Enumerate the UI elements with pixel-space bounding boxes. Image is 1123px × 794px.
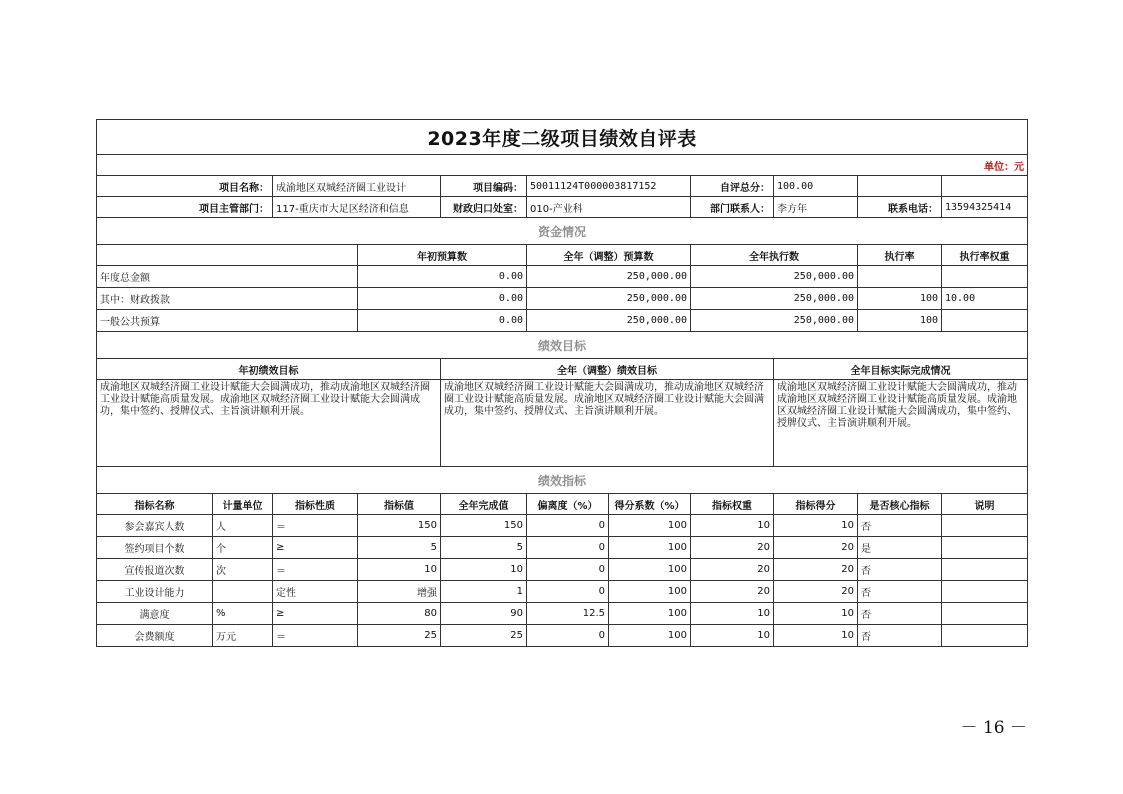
indicator-actual: 5	[441, 537, 527, 559]
indicator-note	[942, 581, 1028, 603]
funds-row-initial: 0.00	[358, 288, 527, 310]
contact-person-value: 李方年	[774, 197, 858, 218]
indicator-name: 参会嘉宾人数	[97, 515, 213, 537]
funds-header-adjusted: 全年（调整）预算数	[527, 245, 691, 266]
indicator-core: 否	[858, 603, 942, 625]
goals-section-header: 绩效目标	[97, 332, 1028, 359]
indicator-core: 是	[858, 537, 942, 559]
performance-evaluation-table	[96, 119, 1028, 647]
funds-row-executed: 250,000.00	[691, 266, 858, 288]
funds-row-adjusted: 250,000.00	[527, 310, 691, 332]
table-row	[97, 581, 1028, 603]
table-row	[97, 515, 1028, 537]
indicator-core: 否	[858, 515, 942, 537]
indicator-nature: 定性	[273, 581, 358, 603]
indicator-name: 签约项目个数	[97, 537, 213, 559]
indicator-note	[942, 625, 1028, 647]
indicator-score: 10	[774, 515, 858, 537]
project-code-value: 50011124T000003817152	[527, 176, 691, 197]
goal-actual-text: 成渝地区双城经济圈工业设计赋能大会圆满成功，推动成渝地区双城经济圈工业设计赋能高质量发展。成渝地区双城经济圈工业设计赋能大会圆满成功，集中签约、授牌仪式、主旨演讲顺利开展。	[774, 380, 1028, 467]
phone-label: 联系电话：	[858, 197, 942, 218]
table-row	[97, 603, 1028, 625]
funds-row-executed: 250,000.00	[691, 310, 858, 332]
empty-cell	[942, 176, 1028, 197]
indicator-core: 否	[858, 625, 942, 647]
table-title: 2023年度二级项目绩效自评表	[97, 120, 1028, 155]
finance-office-label: 财政归口处室：	[441, 197, 527, 218]
indicator-actual: 10	[441, 559, 527, 581]
indicator-deviation: 0	[527, 581, 609, 603]
indicator-weight: 20	[691, 537, 774, 559]
indicator-unit: 人	[213, 515, 273, 537]
funds-row-label: 年度总金额	[97, 266, 358, 288]
indicator-name: 会费额度	[97, 625, 213, 647]
indicator-actual: 1	[441, 581, 527, 603]
indicator-header: 说明	[942, 494, 1028, 515]
project-code-label: 项目编码：	[441, 176, 527, 197]
indicator-note	[942, 515, 1028, 537]
indicator-weight: 20	[691, 581, 774, 603]
indicator-deviation: 0	[527, 625, 609, 647]
table-row	[97, 537, 1028, 559]
indicator-note	[942, 559, 1028, 581]
indicator-header: 得分系数（%）	[609, 494, 691, 515]
indicator-header: 是否核心指标	[858, 494, 942, 515]
indicator-unit: 个	[213, 537, 273, 559]
goals-header-adjusted: 全年（调整）绩效目标	[441, 359, 774, 380]
indicator-deviation: 0	[527, 537, 609, 559]
indicator-coefficient: 100	[609, 581, 691, 603]
indicator-core: 否	[858, 559, 942, 581]
indicator-target: 150	[358, 515, 441, 537]
indicator-coefficient: 100	[609, 515, 691, 537]
funds-row-adjusted: 250,000.00	[527, 288, 691, 310]
indicator-rows	[97, 515, 1028, 647]
indicator-header: 指标名称	[97, 494, 213, 515]
phone-value: 13594325414	[942, 197, 1028, 218]
indicator-coefficient: 100	[609, 625, 691, 647]
indicator-deviation: 0	[527, 515, 609, 537]
indicator-header: 偏离度（%）	[527, 494, 609, 515]
indicator-target: 5	[358, 537, 441, 559]
indicator-score: 20	[774, 559, 858, 581]
indicator-header: 指标值	[358, 494, 441, 515]
indicator-name: 满意度	[97, 603, 213, 625]
indicator-note	[942, 537, 1028, 559]
indicator-header: 指标得分	[774, 494, 858, 515]
indicator-name: 宣传报道次数	[97, 559, 213, 581]
indicator-coefficient: 100	[609, 603, 691, 625]
funds-row-rate: 100	[858, 310, 942, 332]
funds-row-adjusted: 250,000.00	[527, 266, 691, 288]
indicator-score: 10	[774, 603, 858, 625]
funds-row-initial: 0.00	[358, 310, 527, 332]
goal-adjusted-text: 成渝地区双城经济圈工业设计赋能大会圆满成功，推动成渝地区双城经济圈工业设计赋能高质量发展。成渝地区双城经济圈工业设计赋能大会圆满成功，集中签约、授牌仪式、主旨演讲顺利开展。	[441, 380, 774, 467]
indicator-nature: ≥	[273, 603, 358, 625]
indicator-note	[942, 603, 1028, 625]
indicator-actual: 150	[441, 515, 527, 537]
indicator-core: 否	[858, 581, 942, 603]
goals-header-initial: 年初绩效目标	[97, 359, 441, 380]
indicator-weight: 20	[691, 559, 774, 581]
indicator-deviation: 12.5	[527, 603, 609, 625]
finance-office-value: 010-产业科	[527, 197, 691, 218]
indicator-header: 全年完成值	[441, 494, 527, 515]
funds-row-rate: 100	[858, 288, 942, 310]
funds-header-rate: 执行率	[858, 245, 942, 266]
funds-row-initial: 0.00	[358, 266, 527, 288]
indicator-nature: ＝	[273, 559, 358, 581]
indicator-name: 工业设计能力	[97, 581, 213, 603]
funds-header-initial: 年初预算数	[358, 245, 527, 266]
unit-label: 单位：元	[97, 155, 1028, 176]
funds-row-label: 一般公共预算	[97, 310, 358, 332]
indicator-score: 20	[774, 581, 858, 603]
funds-header-weight: 执行率权重	[942, 245, 1028, 266]
indicator-nature: ＝	[273, 625, 358, 647]
indicator-coefficient: 100	[609, 537, 691, 559]
indicator-target: 80	[358, 603, 441, 625]
indicator-actual: 25	[441, 625, 527, 647]
indicator-coefficient: 100	[609, 559, 691, 581]
indicator-nature: ≥	[273, 537, 358, 559]
indicator-actual: 90	[441, 603, 527, 625]
funds-row-rate	[858, 266, 942, 288]
self-score-label: 自评总分：	[691, 176, 774, 197]
funds-header-executed: 全年执行数	[691, 245, 858, 266]
funds-row-weight: 10.00	[942, 288, 1028, 310]
table-row	[97, 559, 1028, 581]
indicator-unit: 万元	[213, 625, 273, 647]
indicator-target: 增强	[358, 581, 441, 603]
funds-row-weight	[942, 310, 1028, 332]
indicator-unit: 次	[213, 559, 273, 581]
indicator-deviation: 0	[527, 559, 609, 581]
indicator-score: 20	[774, 537, 858, 559]
project-name-label: 项目名称：	[97, 176, 273, 197]
goal-initial-text: 成渝地区双城经济圈工业设计赋能大会圆满成功，推动成渝地区双城经济圈工业设计赋能高质量发展。成渝地区双城经济圈工业设计赋能大会圆满成功，集中签约、授牌仪式、主旨演讲顺利开展。	[97, 380, 441, 467]
indicators-section-header: 绩效指标	[97, 467, 1028, 494]
funds-row-label: 其中：财政拨款	[97, 288, 358, 310]
contact-person-label: 部门联系人：	[691, 197, 774, 218]
indicator-unit	[213, 581, 273, 603]
funds-row-weight	[942, 266, 1028, 288]
empty-cell	[97, 245, 358, 266]
indicator-weight: 10	[691, 515, 774, 537]
indicator-target: 25	[358, 625, 441, 647]
indicator-nature: ＝	[273, 515, 358, 537]
indicator-weight: 10	[691, 603, 774, 625]
indicator-weight: 10	[691, 625, 774, 647]
indicator-target: 10	[358, 559, 441, 581]
funds-section-header: 资金情况	[97, 218, 1028, 245]
empty-cell	[858, 176, 942, 197]
goals-header-actual: 全年目标实际完成情况	[774, 359, 1028, 380]
indicator-header: 计量单位	[213, 494, 273, 515]
indicator-unit: %	[213, 603, 273, 625]
funds-row-executed: 250,000.00	[691, 288, 858, 310]
page-number: － 16 －	[960, 718, 1027, 738]
department-label: 项目主管部门：	[97, 197, 273, 218]
table-row	[97, 625, 1028, 647]
indicator-score: 10	[774, 625, 858, 647]
project-name-value: 成渝地区双城经济圈工业设计	[273, 176, 441, 197]
indicator-header: 指标权重	[691, 494, 774, 515]
indicator-header: 指标性质	[273, 494, 358, 515]
self-score-value: 100.00	[774, 176, 858, 197]
department-value: 117-重庆市大足区经济和信息	[273, 197, 441, 218]
